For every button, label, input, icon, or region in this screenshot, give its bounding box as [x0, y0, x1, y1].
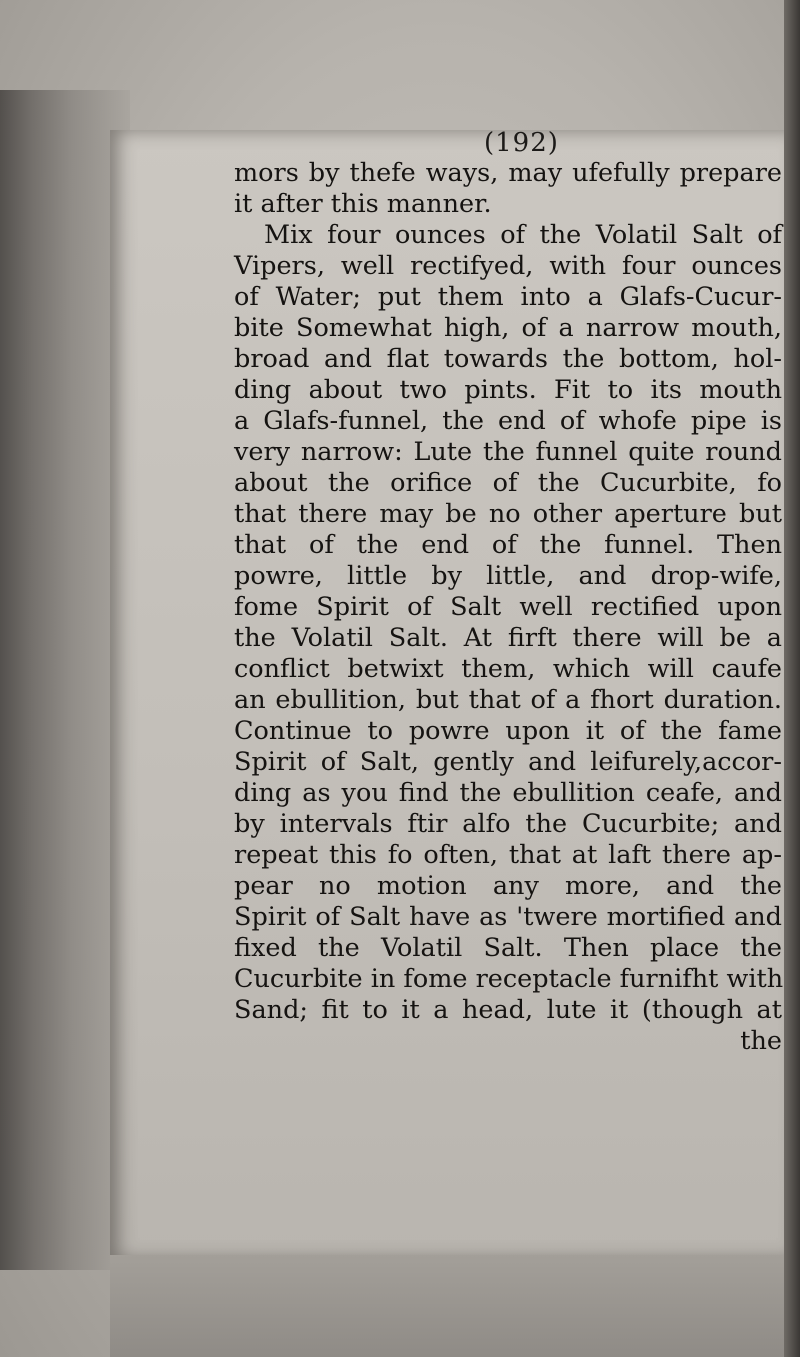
- page-number: (192): [484, 128, 559, 158]
- text-line: fome Spirit of Salt well rectified upon: [234, 592, 782, 622]
- text-line: ding as you find the ebullition ceafe, and: [234, 778, 782, 808]
- text-line: an ebullition, but that of a fhort duration.: [234, 685, 782, 715]
- text-line: Spirit of Salt have as 'twere mortified and: [234, 902, 782, 932]
- text-line: repeat this fo often, that at laft there ap-: [234, 840, 782, 870]
- text-line: that of the end of the funnel. Then: [234, 530, 782, 560]
- page-bottom-shadow: [110, 1255, 790, 1357]
- text-line: a Glafs-funnel, the end of whofe pipe is: [234, 406, 782, 436]
- catchword: the: [740, 1026, 782, 1056]
- text-line: the Volatil Salt. At firft there will be a: [234, 623, 782, 653]
- text-line: Mix four ounces of the Volatil Salt of: [264, 220, 782, 250]
- text-line: Sand; fit to it a head, lute it (though at: [234, 995, 782, 1025]
- page-right-edge: [784, 0, 800, 1357]
- text-line: pear no motion any more, and the: [234, 871, 782, 901]
- text-line: bite Somewhat high, of a narrow mouth,: [234, 313, 782, 343]
- text-line: about the orifice of the Cucurbite, fo: [234, 468, 782, 498]
- text-line: ding about two pints. Fit to its mouth: [234, 375, 782, 405]
- text-line: it after this manner.: [234, 189, 492, 219]
- text-line: by intervals ftir alfo the Cucurbite; and: [234, 809, 782, 839]
- text-line: Spirit of Salt, gently and leifurely,accor-: [234, 747, 782, 777]
- text-line: Continue to powre upon it of the fame: [234, 716, 782, 746]
- text-line: mors by thefe ways, may ufefully prepare: [234, 158, 782, 188]
- text-line: of Water; put them into a Glafs-Cucur-: [234, 282, 782, 312]
- text-line: Vipers, well rectifyed, with four ounces: [234, 251, 782, 281]
- text-line: Cucurbite in fome receptacle furnifht with: [234, 964, 784, 994]
- text-line: powre, little by little, and drop-wife,: [234, 561, 782, 591]
- text-line: broad and flat towards the bottom, hol-: [234, 344, 782, 374]
- text-line: conflict betwixt them, which will caufe: [234, 654, 782, 684]
- text-line: that there may be no other aperture but: [234, 499, 782, 529]
- text-line: very narrow: Lute the funnel quite round: [234, 437, 782, 467]
- body-text: [234, 158, 782, 1057]
- text-line: fixed the Volatil Salt. Then place the: [234, 933, 782, 963]
